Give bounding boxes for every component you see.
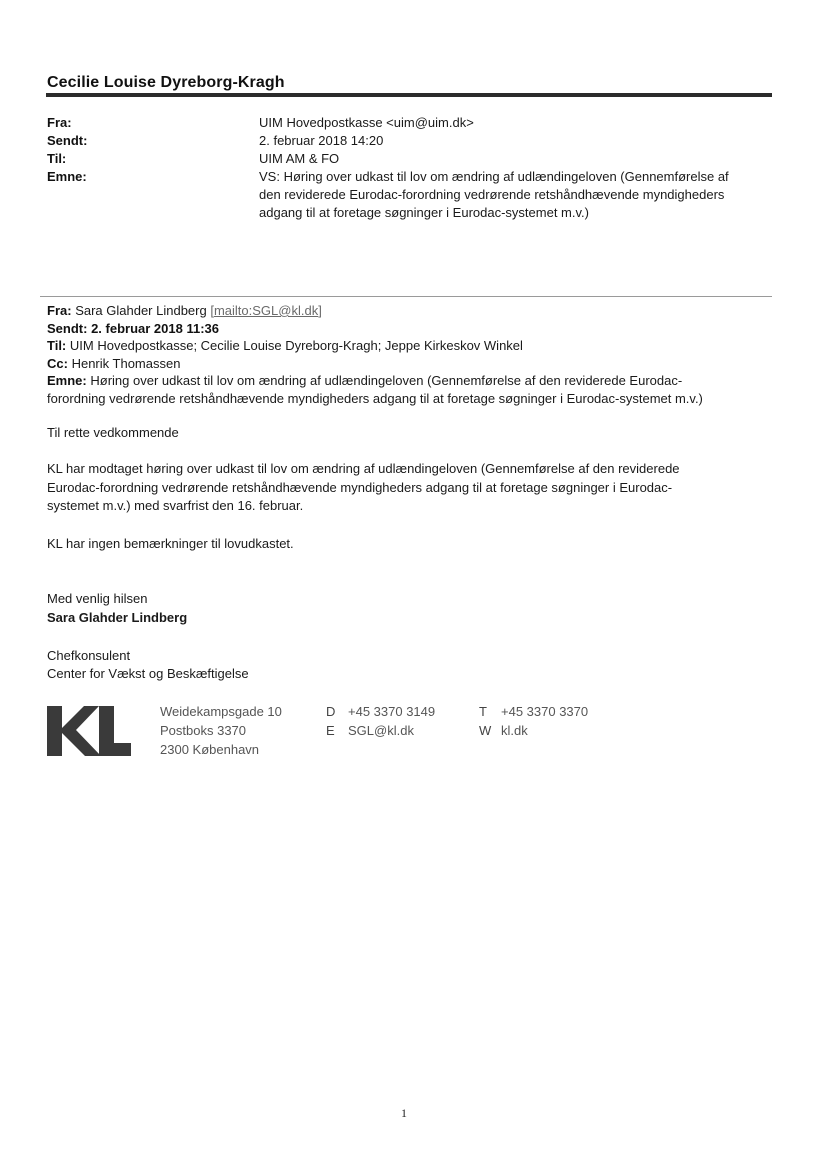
- mailto-link-close: ]: [318, 303, 322, 318]
- header-sent-value: 2. februar 2018 14:20: [259, 133, 384, 148]
- forwarded-cc-row: [47, 355, 767, 373]
- email-row: [326, 721, 435, 740]
- web-key: W: [479, 723, 492, 738]
- body-paragraph-1: [47, 460, 747, 516]
- signature-general-contact: [479, 702, 588, 740]
- header-subject-line: den reviderede Eurodac-forordning vedrørende retshåndhævende myndigheders: [259, 187, 725, 202]
- mailto-link[interactable]: mailto:SGL@kl.dk: [213, 303, 319, 318]
- forwarded-sent-value: 2. februar 2018 11:36: [91, 320, 219, 336]
- header-to-value: UIM AM & FO: [259, 151, 340, 166]
- direct-phone-row: [326, 702, 435, 721]
- phone-row: [479, 702, 588, 721]
- signer-department: Center for Vækst og Beskæftigelse: [47, 666, 249, 681]
- kl-logo-icon: [47, 706, 131, 756]
- address-pobox: Postboks 3370: [160, 723, 247, 738]
- forwarded-cc-label: Cc:: [47, 355, 68, 371]
- body-paragraph-line: systemet m.v.) med svarfrist den 16. februar.: [47, 498, 304, 513]
- header-sent-label: Sendt:: [47, 133, 88, 148]
- forwarded-sent-label: Sendt:: [47, 320, 88, 336]
- page-number: 1: [401, 1106, 407, 1120]
- forwarded-from-row: [47, 302, 767, 320]
- body-greeting: Til rette vedkommende: [47, 425, 179, 440]
- forwarded-cc-value: Henrik Thomassen: [71, 355, 181, 371]
- forwarded-subject-row: [47, 372, 767, 390]
- body-paragraph-line: KL har modtaget høring over udkast til lov om ændring af udlændingeloven (Gennemførelse af den reviderede: [47, 461, 680, 476]
- header-from-value: UIM Hovedpostkasse <uim@uim.dk>: [259, 115, 474, 130]
- forwarded-divider: [40, 296, 772, 297]
- forwarded-header: [47, 302, 767, 407]
- direct-phone-value: +45 3370 3149: [348, 704, 436, 719]
- forwarded-to-value: UIM Hovedpostkasse; Cecilie Louise Dyreborg-Kragh; Jeppe Kirkeskov Winkel: [69, 338, 523, 353]
- mailto-link-open: [: [210, 303, 214, 318]
- header-subject-line: adgang til at foretage søgninger i Eurodac-systemet m.v.): [259, 205, 589, 220]
- phone-value: +45 3370 3370: [501, 704, 589, 719]
- body-paragraph-2: KL har ingen bemærkninger til lovudkastet.: [47, 536, 294, 551]
- email-value[interactable]: SGL@kl.dk: [348, 723, 414, 738]
- forwarded-to-label: Til:: [47, 338, 67, 353]
- owner-divider: [46, 93, 772, 97]
- web-row: [479, 721, 588, 740]
- direct-phone-key: D: [326, 704, 336, 719]
- forwarded-subject-label: Emne:: [47, 373, 87, 388]
- forwarded-from-label: Fra:: [47, 303, 72, 318]
- address-city: 2300 København: [160, 742, 260, 757]
- header-to-label: Til:: [47, 151, 67, 166]
- forwarded-subject-continuation: forordning vedrørende retshåndhævende myndigheders adgang til at foretage søgninger i Eurodac-systemet m.v.): [47, 390, 703, 406]
- mailbox-owner-name: Cecilie Louise Dyreborg-Kragh: [47, 74, 285, 91]
- email-key: E: [326, 723, 335, 738]
- forwarded-sent-row: [47, 320, 767, 338]
- forwarded-subject-line: Høring over udkast til lov om ændring af udlændingeloven (Gennemførelse af den reviderede Eurodac-: [90, 373, 683, 388]
- header-subject-line: VS: Høring over udkast til lov om ændring af udlændingeloven (Gennemførelse af: [259, 169, 729, 184]
- phone-key: T: [479, 704, 487, 719]
- signature-address: [160, 702, 282, 759]
- body-closing: Med venlig hilsen: [47, 591, 148, 606]
- body-paragraph-line: Eurodac-forordning vedrørende retshåndhævende myndigheders adgang til at foretage søgninger i Eurodac-: [47, 479, 673, 495]
- forwarded-to-row: [47, 337, 767, 355]
- forwarded-from-value: Sara Glahder Lindberg: [75, 303, 207, 318]
- header-subject-value: [259, 168, 764, 222]
- header-from-label: Fra:: [47, 115, 72, 130]
- header-subject-label: Emne:: [47, 169, 87, 184]
- signer-title: Chefkonsulent: [47, 648, 131, 663]
- signature-direct-contact: [326, 702, 435, 740]
- body-signer-name: Sara Glahder Lindberg: [47, 610, 188, 625]
- address-street: Weidekampsgade 10: [160, 704, 282, 719]
- web-value[interactable]: kl.dk: [501, 723, 528, 738]
